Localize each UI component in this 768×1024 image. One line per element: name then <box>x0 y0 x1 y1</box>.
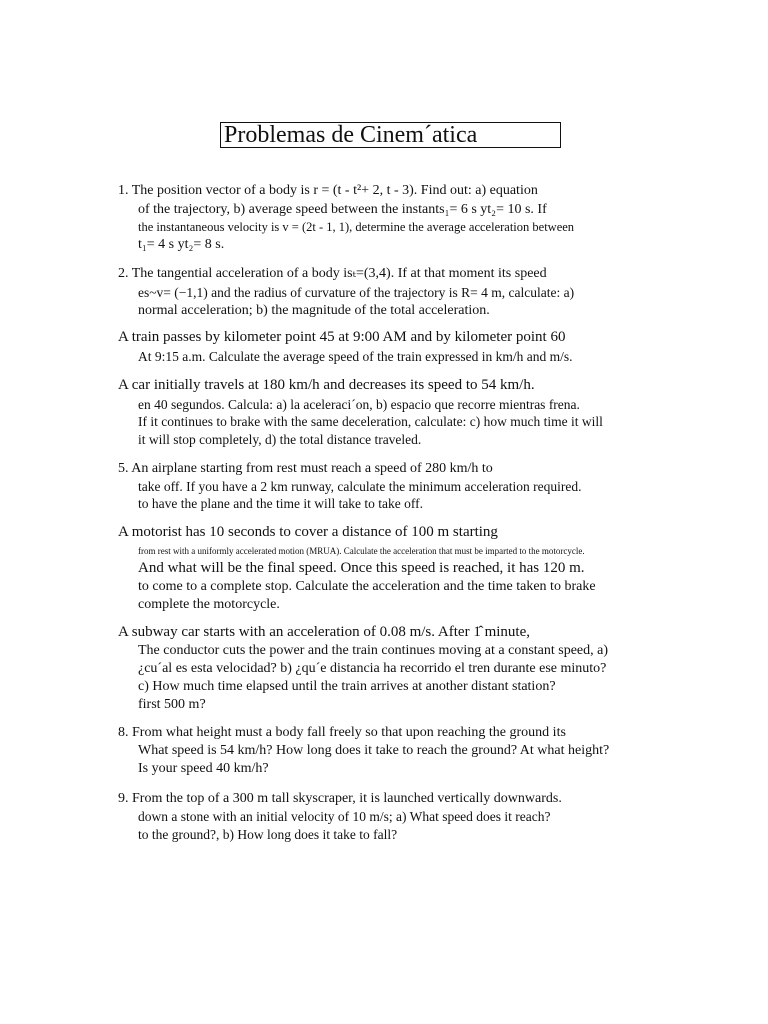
problem-4-line-4: it will stop completely, d) the total distance traveled. <box>138 432 422 447</box>
problem-6-line-3: And what will be the final speed. Once this speed is reached, it has 120 m. <box>138 560 585 576</box>
problem-2-line-1: 2. The tangential acceleration of a body isₜ=(3,4). If at that moment its speed <box>118 266 547 281</box>
problem-2-line-3: normal acceleration; b) the magnitude of the total acceleration. <box>138 303 490 318</box>
problem-4-line-2: en 40 segundos. Calcula: a) la aceleraci´on, b) espacio que recorre mientras frena. <box>138 397 580 412</box>
problem-3-line-1: A train passes by kilometer point 45 at 9:00 AM and by kilometer point 60 <box>118 329 566 345</box>
problem-7-line-1: A subway car starts with an acceleration of 0.08 m/s. After 1̂ minute, <box>118 624 530 640</box>
problem-8-line-3: Is your speed 40 km/h? <box>138 761 269 776</box>
problem-6-line-2: from rest with a uniformly accelerated motion (MRUA). Calculate the acceleration that must be imparted to the motorcycle. <box>138 546 585 556</box>
problem-5-line-2: take off. If you have a 2 km runway, calculate the minimum acceleration required. <box>138 479 582 494</box>
problem-5-line-3: to have the plane and the time it will take to take off. <box>138 496 424 511</box>
problem-1-line-2: of the trajectory, b) average speed between the instants₁= 6 s yt₂= 10 s. If <box>138 202 547 217</box>
problem-7-line-2: The conductor cuts the power and the train continues moving at a constant speed, a) <box>138 643 609 658</box>
problem-1-line-4: t₁= 4 s yt₂= 8 s. <box>138 237 225 252</box>
problem-4-line-1: A car initially travels at 180 km/h and decreases its speed to 54 km/h. <box>118 377 535 393</box>
problem-3-line-2: At 9:15 a.m. Calculate the average speed of the train expressed in km/h and m/s. <box>138 349 573 364</box>
problem-1-line-1: 1. The position vector of a body is r = (t - t²+ 2, t - 3). Find out: a) equation <box>118 183 538 198</box>
problem-7-line-5: first 500 m? <box>138 697 206 712</box>
problem-8-line-1: 8. From what height must a body fall freely so that upon reaching the ground its <box>118 725 566 740</box>
problem-7-line-4: c) How much time elapsed until the train arrives at another distant station? <box>138 679 556 694</box>
problem-2-line-2: es~v= (−1,1) and the radius of curvature of the trajectory is R= 4 m, calculate: a) <box>138 285 575 300</box>
problem-6-line-1: A motorist has 10 seconds to cover a distance of 100 m starting <box>118 524 498 540</box>
problem-7-line-3: ¿cu´al es esta velocidad? b) ¿qu´e distancia ha recorrido el tren durante ese minuto? <box>138 661 607 676</box>
problem-1-line-3: the instantaneous velocity is v = (2t - 1, 1), determine the average acceleration between <box>138 220 575 234</box>
problem-9-line-3: to the ground?, b) How long does it take to fall? <box>138 827 398 842</box>
problem-9-line-1: 9. From the top of a 300 m tall skyscraper, it is launched vertically downwards. <box>118 791 562 806</box>
problem-5-line-1: 5. An airplane starting from rest must reach a speed of 280 km/h to <box>118 461 493 476</box>
problem-9-line-2: down a stone with an initial velocity of 10 m/s; a) What speed does it reach? <box>138 809 551 824</box>
problem-4-line-3: If it continues to brake with the same deceleration, calculate: c) how much time it will <box>138 414 603 429</box>
page-title: Problemas de Cinem´atica <box>220 122 561 148</box>
problem-6-line-4: to come to a complete stop. Calculate the acceleration and the time taken to brake <box>138 579 596 594</box>
problem-6-line-5: complete the motorcycle. <box>138 597 280 612</box>
problem-8-line-2: What speed is 54 km/h? How long does it take to reach the ground? At what height? <box>138 743 610 758</box>
